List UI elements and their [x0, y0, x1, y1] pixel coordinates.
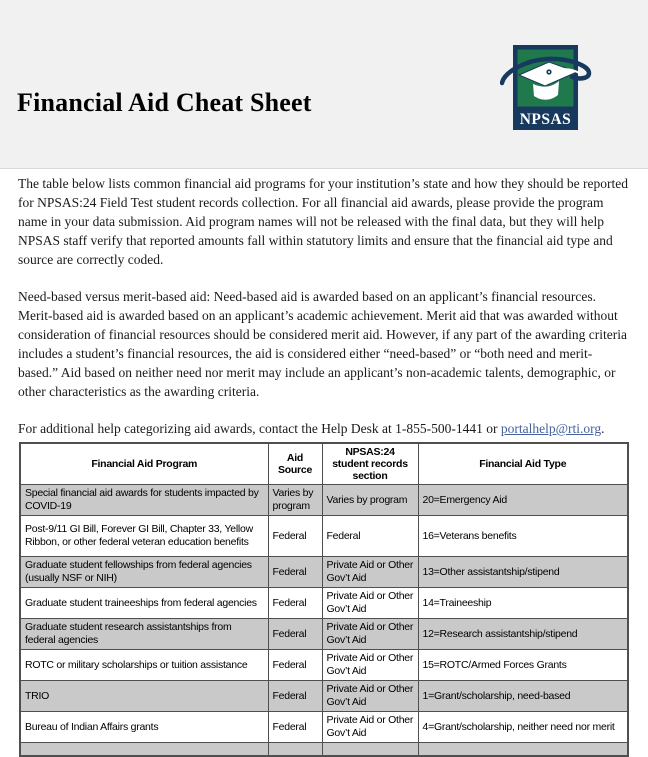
table-row — [20, 650, 628, 681]
cell-aid-source: Federal — [268, 557, 322, 588]
help-desk-text: For additional help categorizing aid awards, contact the Help Desk at 1-855-500-1441 or — [18, 421, 501, 436]
cell-aid-source: Federal — [268, 516, 322, 557]
table-row — [20, 588, 628, 619]
cell-records-section: Varies by program — [322, 485, 418, 516]
cell-program: Bureau of Indian Affairs grants — [20, 712, 268, 743]
cell-aid-source: Federal — [268, 619, 322, 650]
cell-program: TRIO — [20, 681, 268, 712]
table-row — [20, 681, 628, 712]
col-header-program: Financial Aid Program — [20, 443, 268, 485]
cell-program: Graduate student traineeships from federal agencies — [20, 588, 268, 619]
cell-records-section: Private Aid or Other Gov’t Aid — [322, 650, 418, 681]
cell-aid-source: Federal — [268, 681, 322, 712]
cell-program — [20, 743, 268, 757]
cell-aid-type: 20=Emergency Aid — [418, 485, 628, 516]
table-row — [20, 619, 628, 650]
cell-aid-type: 4=Grant/scholarship, neither need nor merit — [418, 712, 628, 743]
cell-records-section: Federal — [322, 516, 418, 557]
cell-aid-source: Federal — [268, 650, 322, 681]
cell-aid-source: Federal — [268, 712, 322, 743]
cell-records-section: Private Aid or Other Gov’t Aid — [322, 712, 418, 743]
tassel-button-inner — [548, 71, 550, 73]
table-header-row — [20, 443, 628, 485]
cell-aid-type: 1=Grant/scholarship, need-based — [418, 681, 628, 712]
cell-records-section: Private Aid or Other Gov’t Aid — [322, 557, 418, 588]
cell-program: Post-9/11 GI Bill, Forever GI Bill, Chapter 33, Yellow Ribbon, or other federal veteran education benefits — [20, 516, 268, 557]
cell-records-section — [322, 743, 418, 757]
col-header-aid-type: Financial Aid Type — [418, 443, 628, 485]
document-body — [0, 169, 648, 757]
cell-aid-source — [268, 743, 322, 757]
help-desk-period: . — [601, 421, 605, 436]
help-desk-paragraph — [18, 419, 630, 438]
cell-program: Special financial aid awards for students impacted by COVID-19 — [20, 485, 268, 516]
cell-records-section: Private Aid or Other Gov’t Aid — [322, 619, 418, 650]
intro-paragraph: The table below lists common financial aid programs for your institution’s state and how they should be reported for NPSAS:24 Field Test student records collection. For all financial aid awards, please provide the program name in your data submission. Aid program names will not be released with the final data, but they will help NPSAS staff verify that reported amounts fall within statutory limits and ensure that the financial aid type and source are correctly coded. — [18, 176, 628, 267]
cell-program: Graduate student research assistantships from federal agencies — [20, 619, 268, 650]
table-row-partial — [20, 743, 628, 757]
cell-aid-type — [418, 743, 628, 757]
need-vs-merit-paragraph: Need-based versus merit-based aid: Need-based aid is awarded based on an applicant’s financial resources. Merit-based aid is awarded based on an applicant’s academic achievement. Merit aid that was awarded without consideration of financial resources should be considered merit aid. However, if any part of the awarding criteria includes a student’s financial resources, the aid is considered either “need-based” or “both need and merit-based.” Aid based on neither need nor merit may include an applicant’s non-academic talents, demographic, or other characteristics as the awarding criteria. — [18, 289, 627, 399]
portalhelp-email-link[interactable]: portalhelp@rti.org — [500, 421, 602, 436]
cell-aid-type: 15=ROTC/Armed Forces Grants — [418, 650, 628, 681]
cell-records-section: Private Aid or Other Gov’t Aid — [322, 588, 418, 619]
table-row — [20, 485, 628, 516]
table-row — [20, 516, 628, 557]
npsas-logo — [500, 45, 592, 130]
cell-aid-type: 14=Traineeship — [418, 588, 628, 619]
cell-program: ROTC or military scholarships or tuition assistance — [20, 650, 268, 681]
cell-program: Graduate student fellowships from federal agencies (usually NSF or NIH) — [20, 557, 268, 588]
col-header-aid-source: Aid Source — [268, 443, 322, 485]
table-row — [20, 557, 628, 588]
col-header-records-section: NPSAS:24 student records section — [322, 443, 418, 485]
page-title: Financial Aid Cheat Sheet — [17, 88, 312, 117]
cell-aid-type: 12=Research assistantship/stipend — [418, 619, 628, 650]
logo-wordmark: NPSAS — [519, 111, 572, 128]
cell-records-section: Private Aid or Other Gov’t Aid — [322, 681, 418, 712]
header-band — [0, 0, 648, 169]
cell-aid-source: Varies by program — [268, 485, 322, 516]
financial-aid-table — [19, 442, 629, 757]
table-row — [20, 712, 628, 743]
cell-aid-type: 13=Other assistantship/stipend — [418, 557, 628, 588]
cell-aid-type: 16=Veterans benefits — [418, 516, 628, 557]
cell-aid-source: Federal — [268, 588, 322, 619]
